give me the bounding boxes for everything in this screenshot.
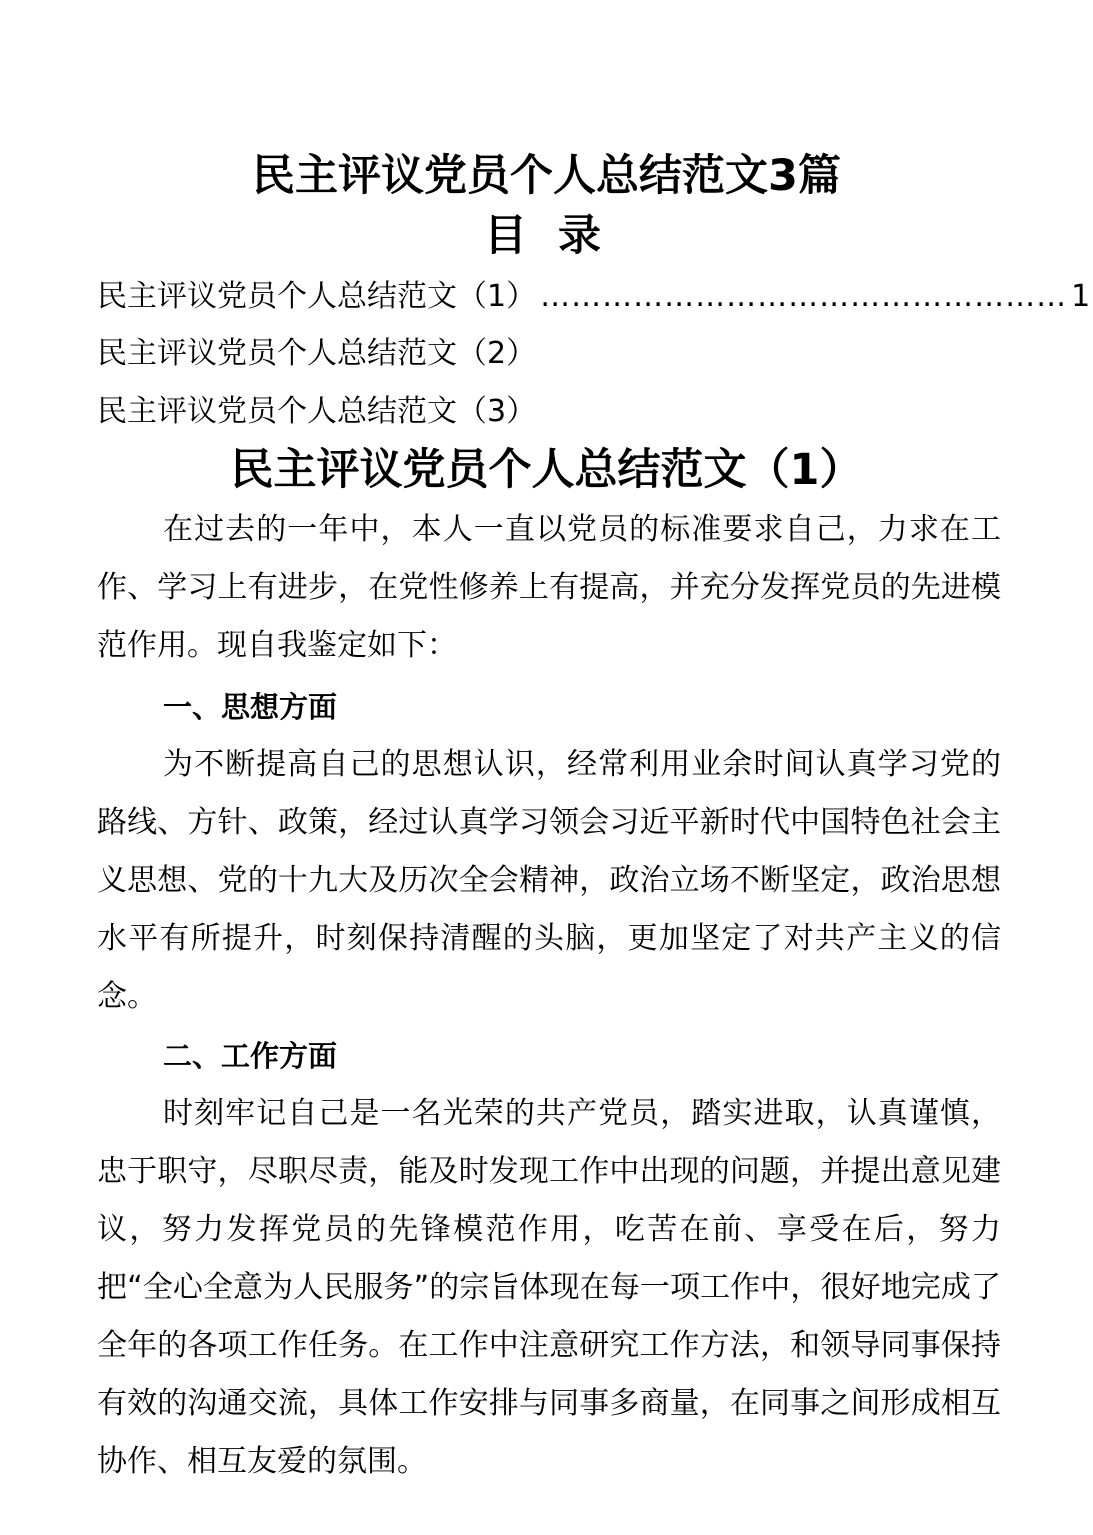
toc-entry-3[interactable] <box>97 390 999 434</box>
toc-entry-label: 民主评议党员个人总结范文（1） <box>97 279 537 314</box>
intro-paragraph: 在过去的一年中，本人一直以党员的标准要求自己，力求在工作、学习上有进步，在党性修养上有提高，并充分发挥党员的先进模范作用。现自我鉴定如下： <box>97 512 1001 663</box>
document-title: 民主评议党员个人总结范文3篇 <box>252 151 841 201</box>
section-paragraph-work: 时刻牢记自己是一名光荣的共产党员，踏实进取，认真谨慎，忠于职守，尽职尽责，能及时发现工作中出现的问题，并提出意见建议，努力发挥党员的先锋模范作用，吃苦在前、享受在后，努力把“全心全意为人民服务”的宗旨体现在每一项工作中，很好地完成了全年的各项工作任务。在工作中注意研究工作方法，和领导同事保持有效的沟通交流，具体工作安排与同事多商量，在同事之间形成相互协作、相互友爱的氛围。 <box>97 1096 1001 1479</box>
toc-title: 目 录 <box>484 211 609 261</box>
section-paragraph-thought: 为不断提高自己的思想认识，经常利用业余时间认真学习党的路线、方针、政策，经过认真学习领会习近平新时代中国特色社会主义思想、党的十九大及历次全会精神，政治立场不断坚定，政治思想水平有所提升，时刻保持清醒的头脑，更加坚定了对共产主义的信念。 <box>97 747 1001 1014</box>
section-heading-work: 二、工作方面 <box>163 1039 338 1073</box>
toc-page-number: 1 <box>1071 279 1091 314</box>
toc-leader-dots: …………………………………………… <box>540 279 1068 314</box>
section-heading-thought: 一、思想方面 <box>163 690 338 724</box>
toc-entry-label: 民主评议党员个人总结范文（3） <box>97 394 537 429</box>
toc-entry-label: 民主评议党员个人总结范文（2） <box>97 336 537 371</box>
toc-entry-2[interactable] <box>97 332 999 376</box>
article-title: 民主评议党员个人总结范文（1） <box>230 445 863 495</box>
toc-entry-1[interactable] <box>97 275 1091 319</box>
